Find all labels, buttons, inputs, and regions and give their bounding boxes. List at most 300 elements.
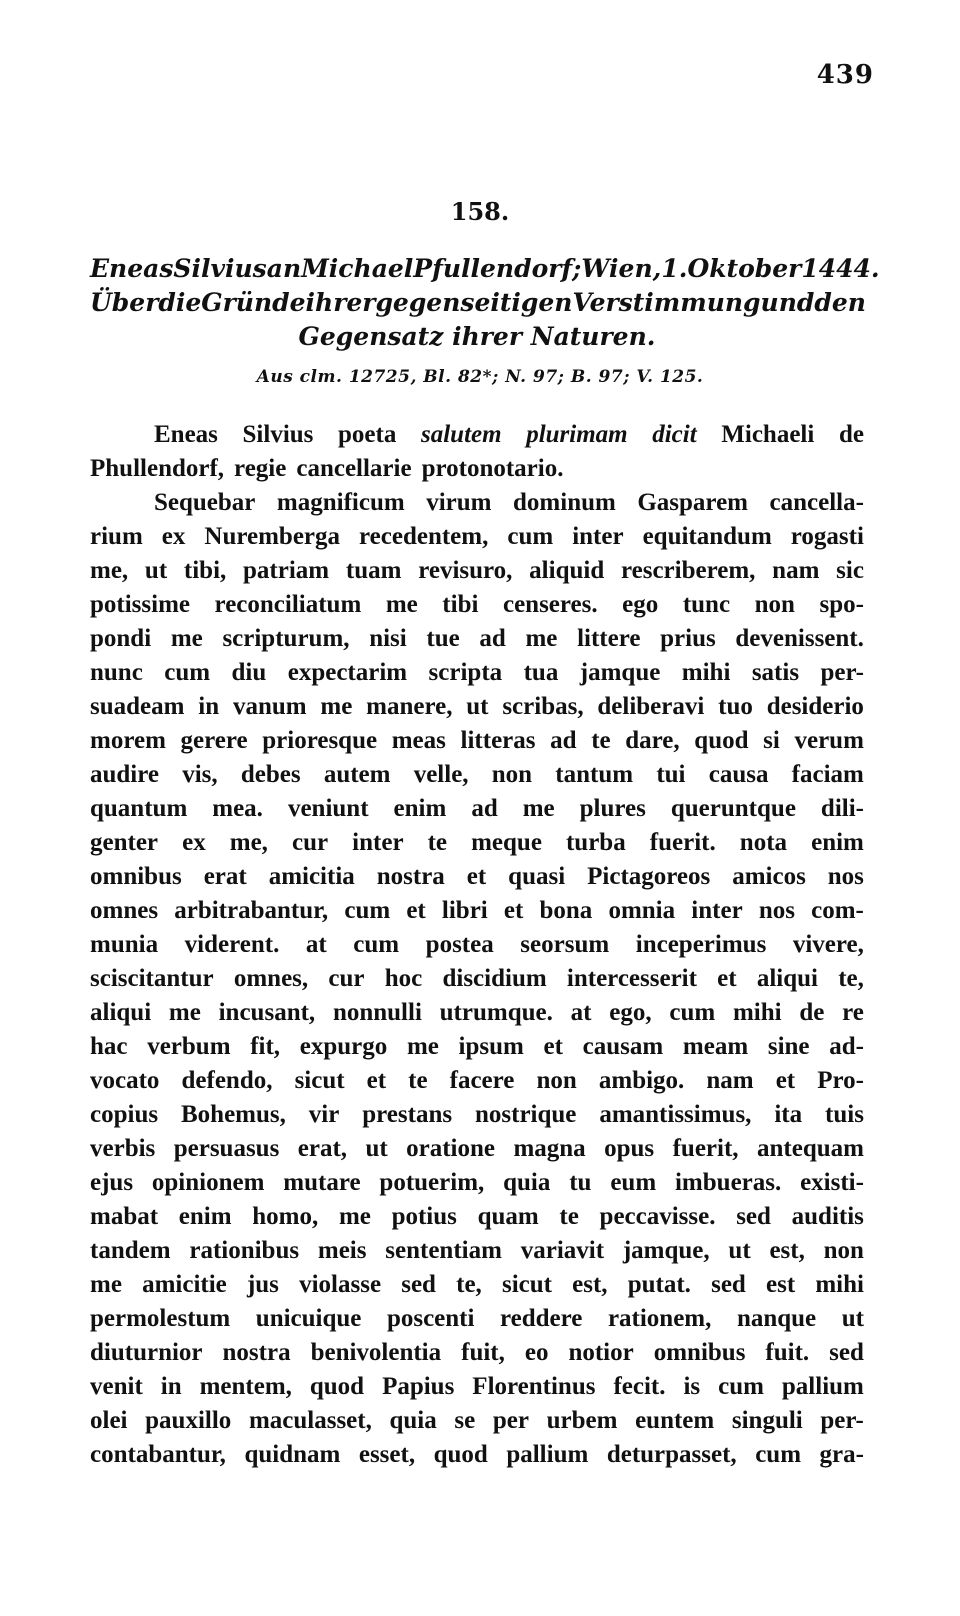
text-word: cancellarie bbox=[296, 455, 412, 482]
text-word: aliqui bbox=[756, 965, 818, 992]
text-word: me bbox=[338, 1203, 371, 1230]
text-word: sed bbox=[711, 1271, 746, 1298]
text-word: nanque bbox=[736, 1305, 817, 1332]
text-word: ut bbox=[841, 1305, 864, 1332]
text-word: poscenti bbox=[386, 1305, 475, 1332]
text-word: per- bbox=[820, 659, 864, 686]
text-word: si bbox=[763, 727, 780, 754]
text-word: dominum bbox=[513, 489, 616, 516]
text-word: incusant, bbox=[218, 999, 316, 1026]
text-word: velle, bbox=[413, 761, 469, 788]
text-word: contabantur, bbox=[90, 1441, 226, 1468]
body-line bbox=[90, 928, 864, 962]
text-word: magna bbox=[513, 1135, 586, 1162]
text-word: notior bbox=[568, 1339, 634, 1366]
heading-word: gegenseitigen bbox=[375, 288, 573, 317]
text-word: nostra bbox=[222, 1339, 291, 1366]
text-word: munia bbox=[90, 931, 159, 958]
text-word: faciam bbox=[791, 761, 864, 788]
text-word: amicitie bbox=[142, 1271, 227, 1298]
text-word: mutare bbox=[283, 1169, 361, 1196]
text-word: amantissimus, bbox=[599, 1101, 752, 1128]
text-word: prestans bbox=[362, 1101, 453, 1128]
text-word: et bbox=[503, 897, 524, 924]
text-word: dili- bbox=[820, 795, 864, 822]
heading-word: den bbox=[814, 288, 866, 317]
text-word: mentem, bbox=[199, 1373, 292, 1400]
text-word: diuturnior bbox=[90, 1339, 203, 1366]
text-word: Pictagoreos bbox=[587, 863, 711, 890]
text-word: tuo bbox=[718, 693, 753, 720]
text-word: recedentem, bbox=[359, 523, 489, 550]
text-word: Nuremberga bbox=[204, 523, 341, 550]
text-word: esset, bbox=[358, 1441, 416, 1468]
body-line bbox=[90, 486, 864, 520]
text-word: non bbox=[823, 1237, 864, 1264]
text-word: rium bbox=[90, 523, 143, 550]
heading-word: die bbox=[158, 288, 202, 317]
page-number: 439 bbox=[816, 60, 874, 90]
text-word: hoc bbox=[384, 965, 423, 992]
text-word: Silvius bbox=[242, 421, 314, 448]
text-word: Gasparem bbox=[637, 489, 748, 516]
text-word: rescriberem, bbox=[620, 557, 756, 584]
text-word: sciscitantur bbox=[90, 965, 214, 992]
text-word: et bbox=[543, 1033, 563, 1060]
body-line bbox=[90, 1268, 864, 1302]
text-word: inter bbox=[572, 523, 624, 550]
text-word: inter bbox=[352, 829, 404, 856]
text-word: nam bbox=[772, 557, 820, 584]
text-word: tandem bbox=[90, 1237, 171, 1264]
text-word: facere bbox=[449, 1067, 515, 1094]
text-word: persuasus bbox=[173, 1135, 280, 1162]
body-line bbox=[90, 1336, 864, 1370]
text-word: tibi bbox=[442, 591, 479, 618]
text-word: jamque bbox=[579, 659, 661, 686]
text-word: venit bbox=[90, 1373, 143, 1400]
text-word: meis bbox=[317, 1237, 367, 1264]
text-word: te bbox=[559, 1203, 579, 1230]
text-word: revisuro, bbox=[418, 557, 513, 584]
text-word: quod bbox=[309, 1373, 365, 1400]
text-word: deturpasset, bbox=[606, 1441, 737, 1468]
text-word: verbis bbox=[90, 1135, 156, 1162]
text-word: sicut bbox=[294, 1067, 345, 1094]
text-word: me bbox=[168, 999, 201, 1026]
text-word: te bbox=[408, 1067, 428, 1094]
text-word: me bbox=[320, 693, 353, 720]
text-word: seorsum bbox=[520, 931, 610, 958]
heading-word: 1444. bbox=[801, 254, 880, 283]
body-line bbox=[90, 1200, 864, 1234]
text-word: sic bbox=[836, 557, 864, 584]
text-word: quantum bbox=[90, 795, 188, 822]
text-word: copius bbox=[90, 1101, 159, 1128]
body-line bbox=[90, 826, 864, 860]
text-word: scripta bbox=[428, 659, 503, 686]
text-word: ipsum bbox=[458, 1033, 524, 1060]
text-word: mihi bbox=[681, 659, 731, 686]
text-word: vocato bbox=[90, 1067, 160, 1094]
text-word: de bbox=[799, 999, 825, 1026]
salutation-line bbox=[90, 452, 864, 486]
text-word: cum bbox=[669, 999, 716, 1026]
text-word: quia bbox=[389, 1407, 437, 1434]
text-word: vanum bbox=[232, 693, 307, 720]
heading-word: ihrer bbox=[305, 288, 376, 317]
salutation-line bbox=[90, 418, 864, 452]
heading-line-3: Gegensatz ihrer Naturen. bbox=[298, 322, 656, 351]
text-word: homo, bbox=[252, 1203, 319, 1230]
text-word: salutem bbox=[420, 421, 502, 448]
text-word: jamque, bbox=[622, 1237, 710, 1264]
text-word: nam bbox=[706, 1067, 754, 1094]
text-word: cum bbox=[507, 523, 554, 550]
text-word: ad bbox=[479, 625, 506, 652]
heading-word: Eneas bbox=[90, 254, 174, 283]
text-word: ad bbox=[471, 795, 498, 822]
text-word: ut bbox=[365, 1135, 388, 1162]
text-word: patriam bbox=[243, 557, 330, 584]
text-word: sine bbox=[767, 1033, 810, 1060]
text-word: is bbox=[683, 1373, 701, 1400]
body-line bbox=[90, 622, 864, 656]
source-reference: Aus clm. 12725, Bl. 82*; N. 97; B. 97; V. 125. bbox=[256, 367, 704, 387]
text-word: violasse bbox=[299, 1271, 382, 1298]
text-word: devenissent. bbox=[735, 625, 864, 652]
text-word: Phullendorf, bbox=[90, 455, 225, 482]
text-word: debes bbox=[240, 761, 301, 788]
text-word: meas bbox=[391, 727, 446, 754]
text-word: meque bbox=[471, 829, 542, 856]
text-word: expurgo bbox=[299, 1033, 388, 1060]
text-word: nos bbox=[758, 897, 795, 924]
text-word: in bbox=[198, 693, 220, 720]
body-line bbox=[90, 1064, 864, 1098]
text-word: pallium bbox=[781, 1373, 864, 1400]
text-word: reddere bbox=[500, 1305, 583, 1332]
text-word: littere bbox=[577, 625, 641, 652]
text-word: dicit bbox=[652, 421, 697, 448]
text-word: pondi bbox=[90, 625, 152, 652]
text-word: mea. bbox=[212, 795, 263, 822]
text-word: eum bbox=[610, 1169, 657, 1196]
text-word: gra- bbox=[819, 1441, 864, 1468]
text-word: variavit bbox=[520, 1237, 605, 1264]
text-word: causa bbox=[708, 761, 769, 788]
text-word: pallium bbox=[506, 1441, 589, 1468]
text-word: opinionem bbox=[151, 1169, 265, 1196]
text-word: fuit. bbox=[765, 1339, 810, 1366]
text-word: me bbox=[406, 1033, 439, 1060]
heading-word: 1. bbox=[661, 254, 688, 283]
text-word: tuam bbox=[345, 557, 402, 584]
letter-number: 158. bbox=[450, 197, 510, 226]
text-word: Pro- bbox=[817, 1067, 864, 1094]
text-word: at bbox=[570, 999, 592, 1026]
text-word: ego, bbox=[609, 999, 652, 1026]
text-word: intercesserit bbox=[566, 965, 697, 992]
text-word: erat bbox=[203, 863, 247, 890]
text-word: causam bbox=[582, 1033, 664, 1060]
text-word: putat. bbox=[627, 1271, 691, 1298]
text-word: gerere bbox=[180, 727, 248, 754]
heading-word: und bbox=[760, 288, 815, 317]
body-line bbox=[90, 1098, 864, 1132]
text-word: fecit. bbox=[613, 1373, 666, 1400]
text-word: audire bbox=[90, 761, 159, 788]
text-word: et bbox=[775, 1067, 796, 1094]
text-word: sed bbox=[401, 1271, 436, 1298]
body-line bbox=[90, 1234, 864, 1268]
text-word: omnes, bbox=[233, 965, 309, 992]
text-word: veniunt bbox=[287, 795, 369, 822]
text-word: regie bbox=[234, 455, 287, 482]
text-word: arbitrabantur, bbox=[174, 897, 329, 924]
body-line bbox=[90, 1404, 864, 1438]
text-word: ad- bbox=[829, 1033, 864, 1060]
text-word: enim bbox=[393, 795, 447, 822]
letter-heading bbox=[90, 252, 880, 354]
text-word: vir bbox=[308, 1101, 340, 1128]
text-word: omnes bbox=[90, 897, 159, 924]
text-word: turba bbox=[565, 829, 626, 856]
text-word: permolestum bbox=[90, 1305, 231, 1332]
text-word: bona bbox=[539, 897, 593, 924]
text-word: ut bbox=[728, 1237, 751, 1264]
text-word: postea bbox=[425, 931, 494, 958]
heading-word: Oktober bbox=[687, 254, 802, 283]
text-word: enim bbox=[811, 829, 864, 856]
text-word: hac bbox=[90, 1033, 128, 1060]
text-word: existi- bbox=[800, 1169, 864, 1196]
text-word: Florentinus bbox=[472, 1373, 596, 1400]
text-word: diu bbox=[231, 659, 267, 686]
text-word: scripturum, bbox=[222, 625, 350, 652]
text-word: omnibus bbox=[90, 863, 182, 890]
text-word: discidium bbox=[442, 965, 547, 992]
text-word: Papius bbox=[382, 1373, 455, 1400]
text-word: ego bbox=[622, 591, 659, 618]
text-word: cur bbox=[328, 965, 365, 992]
text-word: re bbox=[842, 999, 864, 1026]
text-word: prioresque bbox=[262, 727, 378, 754]
text-word: fuit, bbox=[461, 1339, 505, 1366]
body-line bbox=[90, 1166, 864, 1200]
body-line bbox=[90, 656, 864, 690]
text-word: expectarim bbox=[287, 659, 408, 686]
text-word: nota bbox=[739, 829, 788, 856]
text-word: per- bbox=[820, 1407, 864, 1434]
text-word: morem bbox=[90, 727, 166, 754]
letter-body bbox=[90, 418, 864, 1472]
text-word: in bbox=[160, 1373, 182, 1400]
text-word: non bbox=[754, 591, 795, 618]
heading-word: Pfullendorf; bbox=[413, 254, 582, 283]
text-word: viderent. bbox=[184, 931, 280, 958]
heading-word: Wien, bbox=[581, 254, 662, 283]
text-word: satis bbox=[751, 659, 800, 686]
text-word: omnibus bbox=[653, 1339, 746, 1366]
body-line bbox=[90, 690, 864, 724]
text-word: ut bbox=[466, 693, 489, 720]
text-word: antequam bbox=[757, 1135, 864, 1162]
body-line bbox=[90, 1030, 864, 1064]
text-word: oratione bbox=[406, 1135, 496, 1162]
text-word: olei bbox=[90, 1407, 128, 1434]
text-word: vis, bbox=[182, 761, 218, 788]
text-word: benivolentia bbox=[310, 1339, 442, 1366]
text-word: aliqui bbox=[90, 999, 152, 1026]
text-word: eo bbox=[524, 1339, 549, 1366]
text-word: et bbox=[366, 1067, 387, 1094]
heading-word: Gründe bbox=[201, 288, 306, 317]
text-word: desiderio bbox=[766, 693, 864, 720]
text-word: mihi bbox=[732, 999, 782, 1026]
text-word: nos bbox=[827, 863, 864, 890]
text-word: quam bbox=[477, 1203, 539, 1230]
text-word: unicuique bbox=[255, 1305, 362, 1332]
text-word: quod bbox=[694, 727, 749, 754]
text-word: ex bbox=[182, 829, 206, 856]
text-word: plurimam bbox=[526, 421, 628, 448]
text-word: equitandum bbox=[642, 523, 772, 550]
text-word: suadeam bbox=[90, 693, 185, 720]
text-word: me, bbox=[229, 829, 268, 856]
text-word: cum bbox=[353, 931, 400, 958]
heading-word: Silvius bbox=[173, 254, 267, 283]
text-word: quasi bbox=[508, 863, 566, 890]
text-word: censeres. bbox=[502, 591, 598, 618]
text-word: plures bbox=[579, 795, 646, 822]
text-word: nostra bbox=[376, 863, 445, 890]
text-word: tua bbox=[523, 659, 559, 686]
text-word: genter bbox=[90, 829, 159, 856]
text-word: erat, bbox=[297, 1135, 348, 1162]
body-line bbox=[90, 1438, 864, 1472]
text-word: poeta bbox=[338, 421, 397, 448]
text-word: ambigo. bbox=[598, 1067, 685, 1094]
text-word: rationibus bbox=[189, 1237, 300, 1264]
text-word: me bbox=[170, 625, 203, 652]
text-word: cum bbox=[718, 1373, 764, 1400]
text-word: nonnulli bbox=[332, 999, 422, 1026]
body-line bbox=[90, 1370, 864, 1404]
text-word: fuerit. bbox=[649, 829, 716, 856]
text-word: omnia bbox=[608, 897, 676, 924]
text-word: me bbox=[385, 591, 418, 618]
body-line bbox=[90, 792, 864, 826]
text-word: sed bbox=[736, 1203, 771, 1230]
body-line bbox=[90, 894, 864, 928]
body-line bbox=[90, 962, 864, 996]
text-word: quidnam bbox=[244, 1441, 341, 1468]
body-line bbox=[90, 996, 864, 1030]
text-word: est bbox=[766, 1271, 796, 1298]
text-word: non bbox=[536, 1067, 577, 1094]
text-word: peccavisse. bbox=[599, 1203, 716, 1230]
text-word: et bbox=[717, 965, 737, 992]
text-word: defendo, bbox=[181, 1067, 273, 1094]
text-word: maculasset, bbox=[248, 1407, 372, 1434]
text-word: te, bbox=[838, 965, 864, 992]
text-word: cancella- bbox=[769, 489, 864, 516]
text-word: et bbox=[406, 897, 426, 924]
text-word: me bbox=[522, 795, 555, 822]
body-line bbox=[90, 1132, 864, 1166]
body-line bbox=[90, 860, 864, 894]
text-word: te bbox=[591, 727, 611, 754]
text-word: reconciliatum bbox=[214, 591, 362, 618]
text-word: imbueras. bbox=[674, 1169, 782, 1196]
text-word: libri bbox=[441, 897, 488, 924]
text-word: tuis bbox=[825, 1101, 864, 1128]
heading-line-2 bbox=[90, 286, 864, 320]
text-word: enim bbox=[178, 1203, 232, 1230]
text-word: nostrique bbox=[475, 1101, 577, 1128]
text-word: nunc bbox=[90, 659, 143, 686]
text-word: amicitia bbox=[268, 863, 355, 890]
text-word: vivere, bbox=[792, 931, 864, 958]
text-word: autem bbox=[323, 761, 391, 788]
text-word: jus bbox=[246, 1271, 279, 1298]
text-word: ut bbox=[144, 557, 168, 584]
text-word: potissime bbox=[90, 591, 190, 618]
text-word: ejus bbox=[90, 1169, 134, 1196]
text-word: auditis bbox=[791, 1203, 864, 1230]
text-word: quia bbox=[503, 1169, 551, 1196]
text-word: tantum bbox=[555, 761, 634, 788]
text-word: utrumque. bbox=[439, 999, 553, 1026]
text-word: potius bbox=[391, 1203, 457, 1230]
text-word: inceperimus bbox=[635, 931, 767, 958]
heading-word: an bbox=[266, 254, 302, 283]
text-word: de bbox=[838, 421, 864, 448]
text-word: nisi bbox=[369, 625, 407, 652]
text-word: me, bbox=[90, 557, 129, 584]
text-word: te bbox=[427, 829, 448, 856]
text-word: per bbox=[492, 1407, 529, 1434]
text-word: sicut bbox=[501, 1271, 552, 1298]
body-line bbox=[90, 554, 864, 588]
heading-word: Über bbox=[90, 288, 159, 317]
text-word: verum bbox=[794, 727, 864, 754]
text-word: mabat bbox=[90, 1203, 159, 1230]
text-word: Eneas bbox=[154, 421, 218, 448]
text-word: tu bbox=[569, 1169, 592, 1196]
body-line bbox=[90, 1302, 864, 1336]
text-word: dare, bbox=[625, 727, 680, 754]
text-word: prius bbox=[660, 625, 716, 652]
text-word: ita bbox=[774, 1101, 803, 1128]
text-word: cum bbox=[755, 1441, 802, 1468]
text-word: Sequebar bbox=[154, 489, 256, 516]
text-word: scribas, bbox=[502, 693, 584, 720]
text-word: meam bbox=[682, 1033, 749, 1060]
text-word: urbem bbox=[546, 1407, 618, 1434]
text-word: tui bbox=[656, 761, 686, 788]
text-word: ex bbox=[161, 523, 186, 550]
text-word: potuerim, bbox=[379, 1169, 485, 1196]
text-word: Bohemus, bbox=[181, 1101, 286, 1128]
body-line bbox=[90, 758, 864, 792]
text-word: quod bbox=[433, 1441, 488, 1468]
text-word: sed bbox=[829, 1339, 864, 1366]
text-word: euntem bbox=[635, 1407, 715, 1434]
text-word: tibi, bbox=[183, 557, 227, 584]
text-word: cum bbox=[344, 897, 391, 924]
